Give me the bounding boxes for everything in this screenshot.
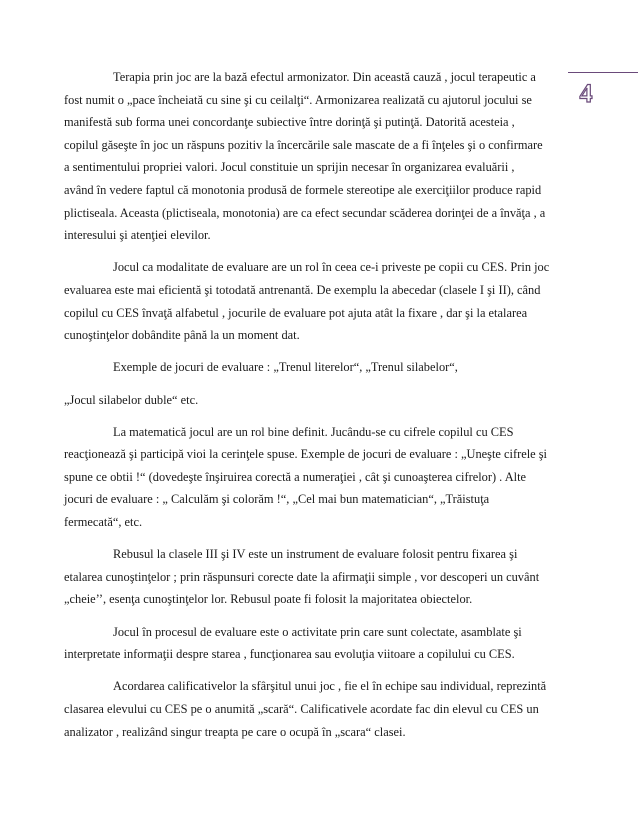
- text-line: cunoştinţelor dobândite până la un moment dat.: [64, 328, 300, 343]
- text-line: interpretate informaţii despre starea , funcţionarea sau evoluţia viitoare a copilului cu CES.: [64, 647, 515, 662]
- paragraph: [64, 621, 564, 666]
- text-line: etalarea cunoştinţelor ; prin răspunsuri corecte date la afirmaţii simple , vor descoperi un cuvânt: [64, 569, 540, 584]
- text-line: Jocul ca modalitate de evaluare are un rol în ceea ce-i priveste pe copii cu CES. Prin joc: [113, 260, 550, 275]
- text-line: „Jocul silabelor duble“ etc.: [64, 392, 199, 407]
- text-line: Jocul în procesul de evaluare este o activitate prin care sunt colectate, asamblate şi: [113, 624, 522, 639]
- page-number: 4: [579, 79, 593, 108]
- text-line: La matematică jocul are un rol bine definit. Jucându-se cu cifrele copilul cu CES: [113, 424, 514, 439]
- text-line: Exemple de jocuri de evaluare : „Trenul literelor“, „Trenul silabelor“,: [113, 360, 458, 375]
- text-line: spune ce obtii !“ (dovedeşte înşiruirea corectă a numeraţiei , cât şi cunoaşterea cifrelor) . Alte: [64, 469, 527, 484]
- text-line: copilul găseşte în joc un răspuns pozitiv la încercările sale mascate de a fi înţeles şi o confirmare: [64, 137, 543, 152]
- text-line: jocuri de evaluare : „ Calculăm şi colorăm !“, „Cel mai bun matematician“, „Trăistuţa: [64, 492, 490, 507]
- text-line: având în vedere faptul că monotonia produsă de formele stereotipe ale exerciţiilor produce rapid: [64, 182, 542, 197]
- text-line: copilul cu CES învaţă alfabetul , jocurile de evaluare pot ajuta atât la fixare , dar şi la etalarea: [64, 305, 528, 320]
- paragraph: [64, 256, 564, 346]
- text-line: Rebusul la clasele III şi IV este un instrument de evaluare folosit pentru fixarea şi: [113, 547, 518, 562]
- page-corner-line: [568, 72, 638, 73]
- text-line: fermecată“, etc.: [64, 515, 143, 530]
- text-line: manifestă sub forma unei concordanţe subiective între dorinţă şi putinţă. Datorită acesteia ,: [64, 115, 515, 130]
- paragraph: [64, 66, 564, 247]
- paragraph: [64, 389, 564, 412]
- text-line: reacţionează şi participă vioi la cerinţele spuse. Exemple de jocuri de evaluare : „Uneşte cifrele şi: [64, 447, 548, 462]
- document-body: [64, 66, 564, 753]
- paragraph: [64, 675, 564, 743]
- text-line: analizator , realizând singur treapta pe care o ocupă în „scara“ clasei.: [64, 724, 406, 739]
- text-line: fost numit o „pace încheiată cu sine şi cu ceilalţi“. Armonizarea realizată cu ajutorul jocului se: [64, 92, 532, 107]
- paragraph: [64, 356, 564, 379]
- text-line: Terapia prin joc are la bază efectul armonizator. Din această cauză , jocul terapeutic a: [113, 70, 536, 84]
- text-line: evaluarea este mai eficientă şi totodată antrenantă. De exemplu la abecedar (clasele I şi II), când: [64, 282, 541, 297]
- paragraph: [64, 421, 564, 534]
- text-line: plictiseala. Aceasta (plictiseala, monotonia) are ca efect secundar scăderea dorinţei de a învăţa , a: [64, 205, 546, 220]
- text-line: „cheie’’, esenţa cunoştinţelor lor. Rebusul poate fi folosit la majoritatea obiectelor.: [64, 592, 473, 607]
- paragraph: [64, 543, 564, 611]
- text-line: Acordarea calificativelor la sfârşitul unui joc , fie el în echipe sau individual, reprezintă: [113, 679, 547, 694]
- text-line: interesului şi atenţiei elevilor.: [64, 228, 211, 243]
- text-line: clasarea elevului cu CES pe o anumită „scară“. Calificativele acordate fac din elevul cu CES un: [64, 702, 539, 716]
- text-line: a sentimentului propriei valori. Jocul constituie un sprijin necesar în organizarea evaluării ,: [64, 160, 515, 175]
